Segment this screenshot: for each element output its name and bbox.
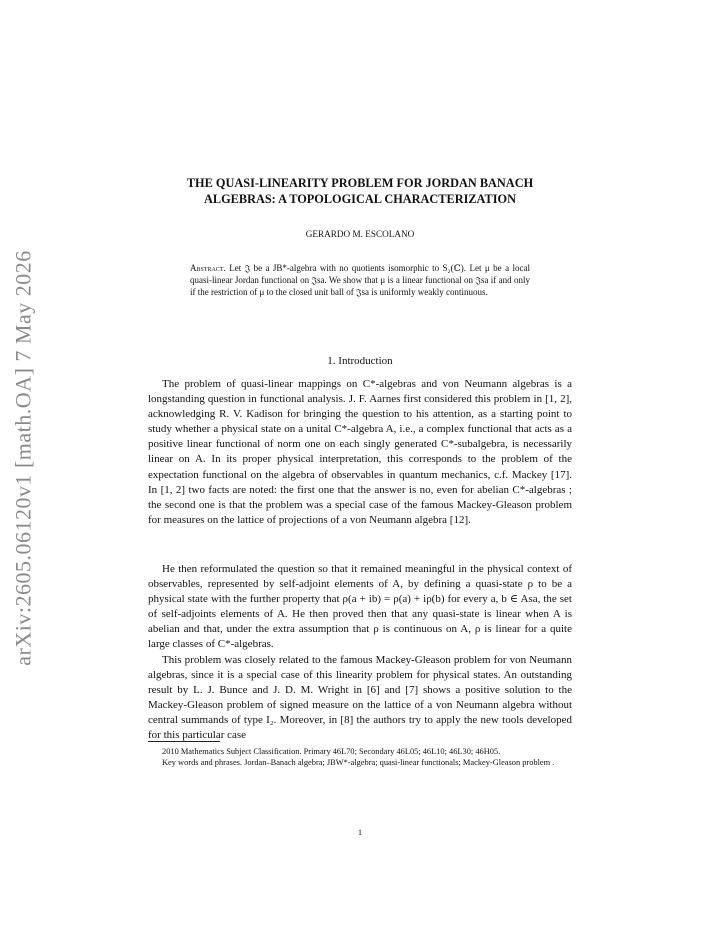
footnotes (148, 746, 572, 768)
body-text-block-2 (148, 562, 572, 743)
footnote-divider (148, 741, 220, 742)
paper-title (150, 175, 570, 207)
paragraph-1: The problem of quasi-linear mappings on C*-algebras and von Neumann algebras is a longstanding question in functional analysis. J. F. Aarnes first considered this problem in [1, 2], acknowledging R. V. Kadison for bringing the question to his attention, as a starting point to study whether a physical state on a unital C*-algebra A, i.e., a complex functional that acts as a positive linear functional of norm one on each singly generated C*-subalgebra, is necessarily linear on A. In its proper physical interpretation, this corresponds to the problem of the expectation functional on the algebra of observables in quantum mechanics, c.f. Mackey [17]. In [1, 2] two facts are noted: the first one that the answer is no, even for abelian C*-algebras ; the second one is that the problem was a special case of the famous Mackey-Gleason problem for measures on the lattice of projections of a von Neumann algebra [12]. (148, 378, 572, 526)
page-number: 1 (357, 827, 363, 837)
footnote-keywords: Key words and phrases. Jordan–Banach algebra; JBW*-algebra; quasi-linear functionals; Mackey-Gleason problem . (162, 758, 555, 767)
paragraph-3: This problem was closely related to the famous Mackey-Gleason problem for von Neumann algebras, since it is a special case of this linearity problem for physical states. An outstanding result by L. J. Bunce and J. D. M. Wright in [6] and [7] shows a positive solution to the Mackey-Gleason problem of signed measure on the lattice of a von Neumann algebra without central summands of type I₂. Moreover, in [8] the authors try to apply the new tools developed for this particular case (148, 653, 572, 742)
abstract-text: Let 𝔍 be a JB*-algebra with no quotients isomorphic to S₂(ℂ). Let μ be a local quasi-linear Jordan functional on 𝔍sa. We show that μ is a linear functional on 𝔍sa if and only if the restriction of μ to the closed unit ball of 𝔍sa is uniformly weakly continuous. (190, 263, 531, 297)
title-line-1: THE QUASI-LINEARITY PROBLEM FOR JORDAN BANACH (186, 176, 534, 190)
arxiv-sidebar (2, 248, 46, 668)
author: GERARDO M. ESCOLANO (305, 229, 415, 239)
body-text-block-1 (148, 377, 572, 528)
title-line-2: ALGEBRAS: A TOPOLOGICAL CHARACTERIZATION (204, 192, 516, 206)
arxiv-identifier: arXiv:2605.06120v1 [math.OA] 7 May 2026 (11, 250, 37, 666)
section-heading: 1. Introduction (327, 355, 393, 367)
footnote-msc: 2010 Mathematics Subject Classification. Primary 46L70; Secondary 46L05; 46L10; 46L30; 46H05. (162, 747, 501, 756)
paragraph-2: He then reformulated the question so that it remained meaningful in the physical context of observables, represented by self-adjoint elements of A, by defining a quasi-state ρ to be a physical state with the further property that ρ(a + ib) = ρ(a) + iρ(b) for every a, b ∈ Asa, the set of self-adjoints elements of A. He then proved then that any quasi-state is linear when A is abelian and that, under the extra assumption that ρ is continuous on A, ρ is linear for a quite large classes of C*-algebras. (148, 563, 572, 651)
abstract-label: Abstract. (190, 263, 226, 273)
abstract (190, 262, 530, 298)
